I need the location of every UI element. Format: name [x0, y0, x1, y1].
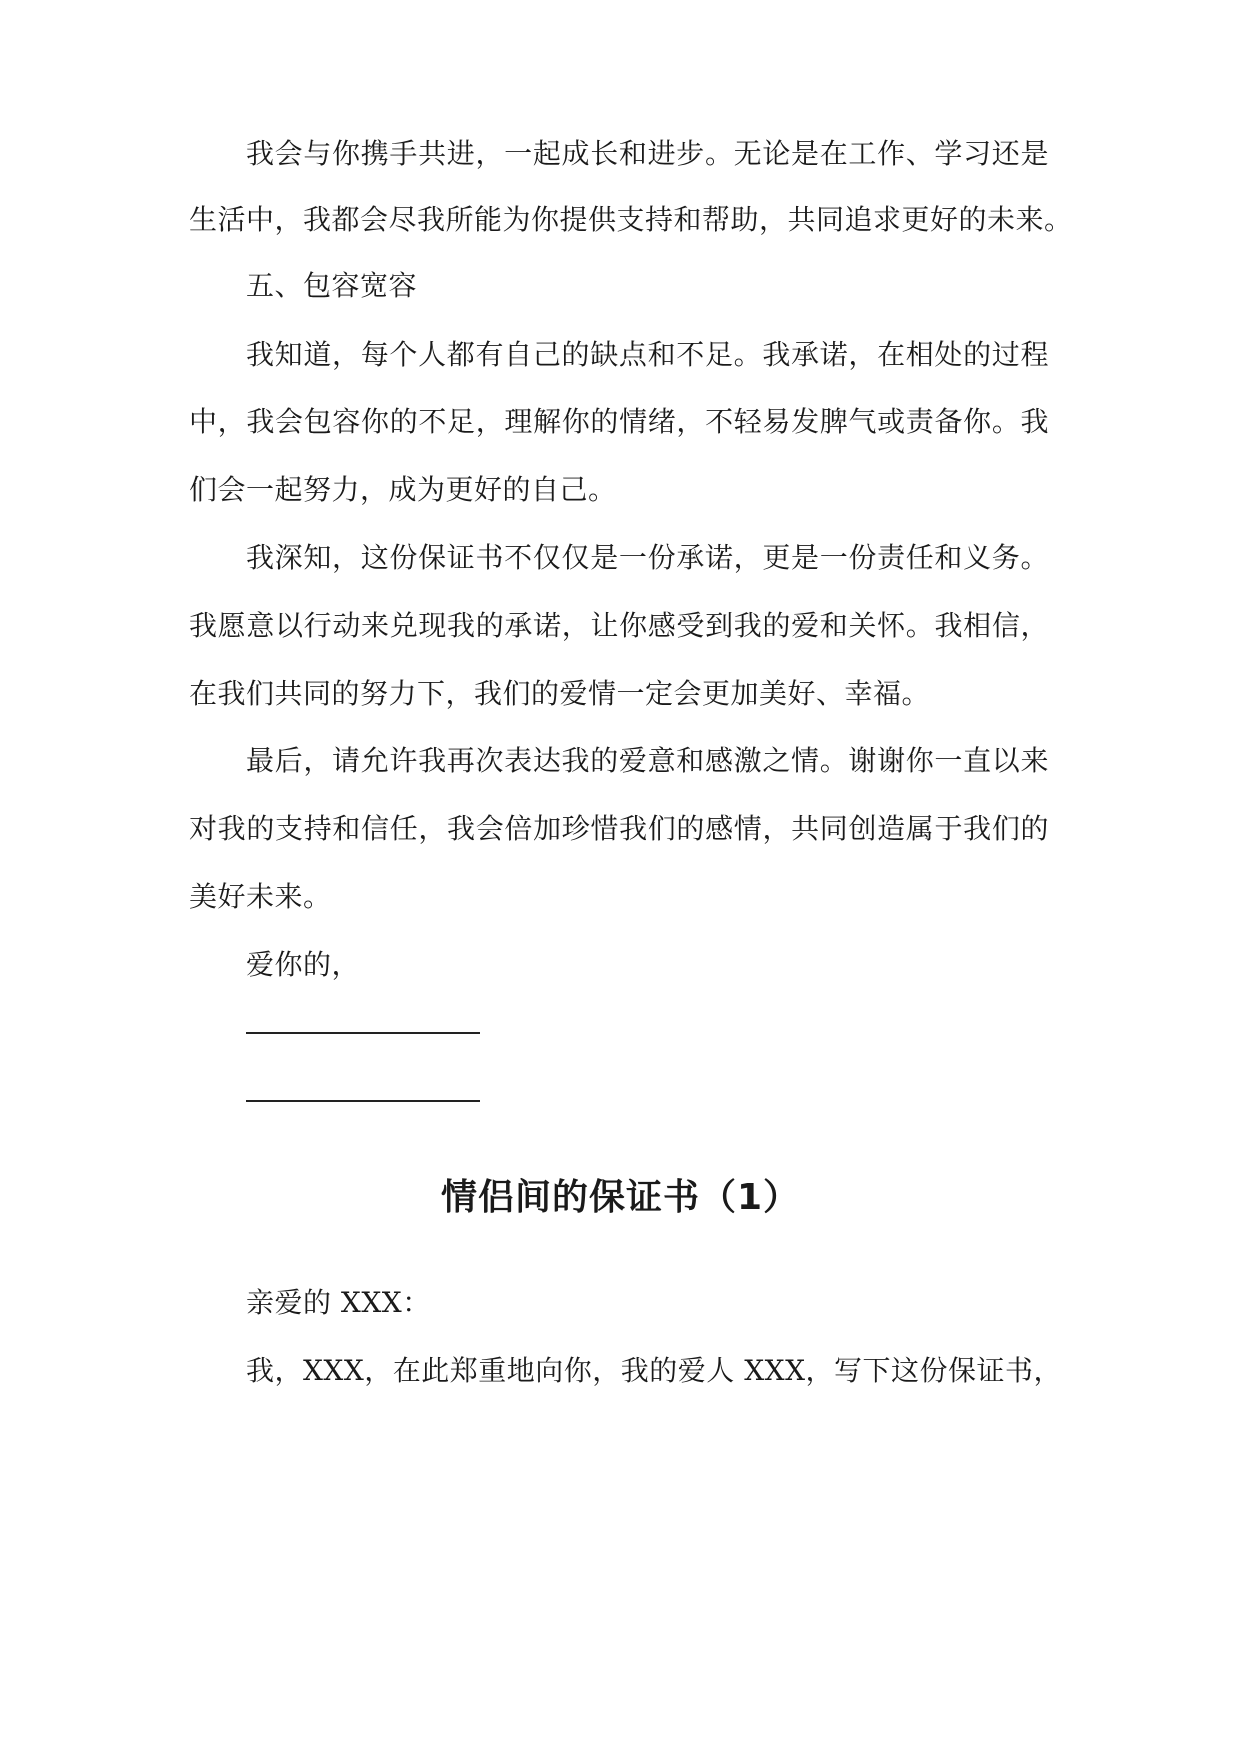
closing-line: 爱你的， [246, 948, 361, 981]
salutation: 亲爱的 XXX： [246, 1286, 431, 1319]
paragraph-line: 中，我会包容你的不足，理解你的情绪，不轻易发脾气或责备你。我 [189, 405, 1049, 438]
paragraph-line: 最后，请允许我再次表达我的爱意和感激之情。谢谢你一直以来 [246, 744, 1049, 777]
paragraph-line: 生活中，我都会尽我所能为你提供支持和帮助，共同追求更好的未来。 [189, 203, 1073, 236]
paragraph-line: 我愿意以行动来兑现我的承诺，让你感受到我的爱和关怀。我相信， [189, 609, 1049, 642]
paragraph-line: 们会一起努力，成为更好的自己。 [189, 473, 617, 506]
paragraph-line: 我会与你携手共进，一起成长和进步。无论是在工作、学习还是 [246, 137, 1049, 170]
paragraph-line: 我深知，这份保证书不仅仅是一份承诺，更是一份责任和义务。 [246, 541, 1049, 574]
paragraph-line: 我知道，每个人都有自己的缺点和不足。我承诺，在相处的过程 [246, 338, 1049, 371]
signature-line [246, 1032, 480, 1034]
paragraph-line: 我，XXX，在此郑重地向你，我的爱人 XXX，写下这份保证书， [246, 1354, 1063, 1387]
paragraph-line: 美好未来。 [189, 880, 332, 913]
paragraph-line: 对我的支持和信任，我会倍加珍惜我们的感情，共同创造属于我们的 [189, 812, 1049, 845]
paragraph-line: 在我们共同的努力下，我们的爱情一定会更加美好、幸福。 [189, 677, 931, 710]
section-heading: 五、包容宽容 [246, 269, 418, 302]
document-title: 情侣间的保证书（1） [440, 1177, 801, 1218]
date-line [246, 1100, 480, 1102]
